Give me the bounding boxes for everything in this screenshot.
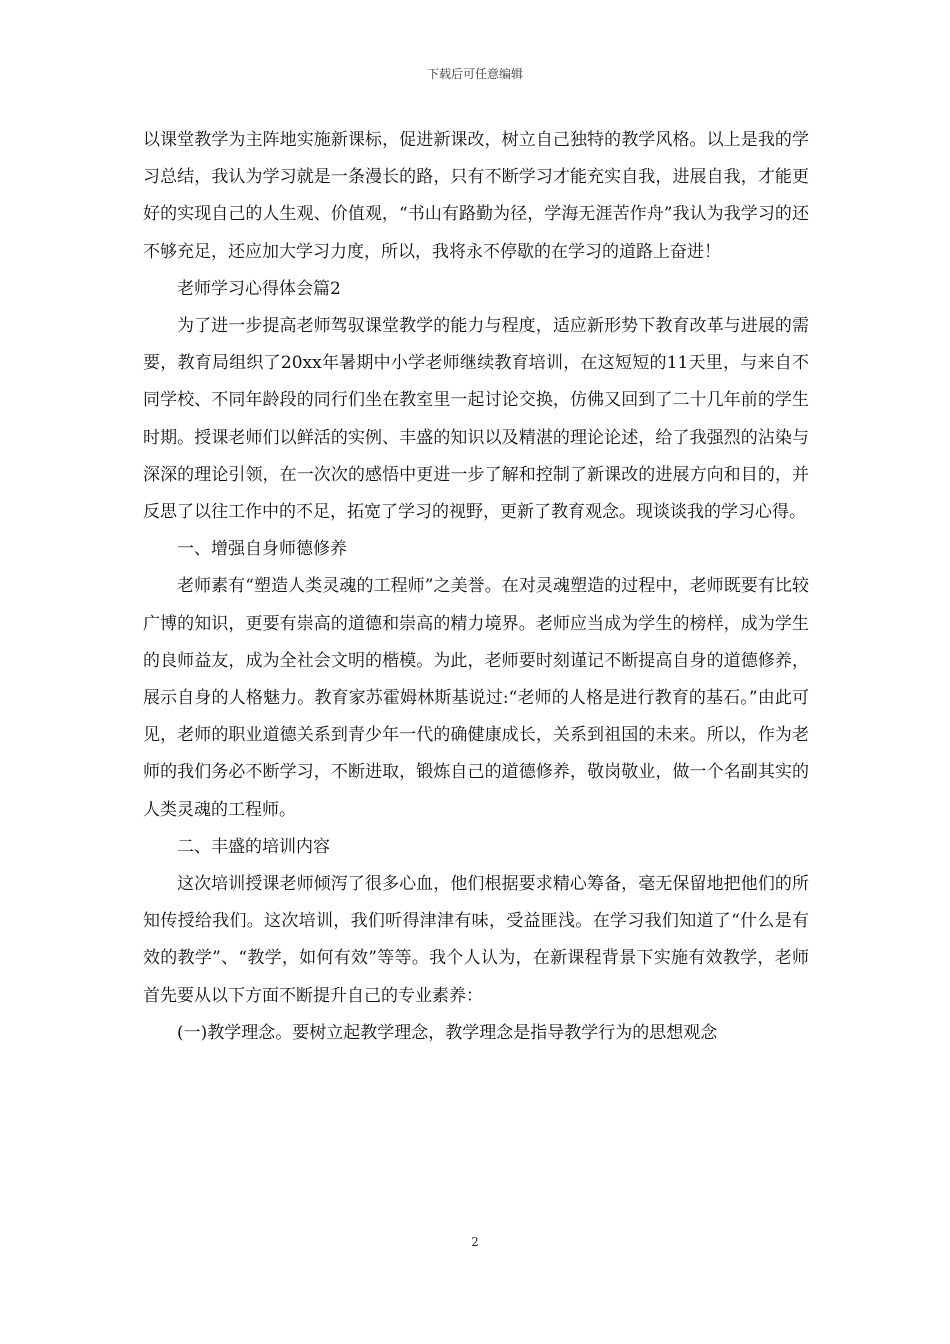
paragraph-4: 这次培训授课老师倾泻了很多心血，他们根据要求精心筹备，毫无保留地把他们的所知传授给我们。这次培训，我们听得津津有味，受益匪浅。在学习我们知道了“什么是有效的教学”、“教学，如何有效”等等。我个人认为，在新课程背景下实施有效教学，老师首先要从以下方面不断提升自己的专业素养： (143, 874, 809, 1006)
paragraph-5: (一)教学理念。要树立起教学理念，教学理念是指导教学行为的思想观念 (177, 1022, 718, 1043)
page-number: 2 (471, 1235, 479, 1249)
paragraph-1: 以课堂教学为主阵地实施新课标，促进新课改，树立自己独特的教学风格。以上是我的学习总结，我认为学习就是一条漫长的路，只有不断学习才能充实自我，进展自我，才能更好的实现自己的人生观、价值观，“书山有路勤为径，学海无涯苦作舟”我认为我学习的还不够充足，还应加大学习力度，所以，我将永不停歇的在学习的道路上奋进！ (143, 130, 809, 262)
paragraph-2: 为了进一步提高老师驾驭课堂教学的能力与程度，适应新形势下教育改革与进展的需要，教育局组织了20xx年暑期中小学老师继续教育培训，在这短短的11天里，与来自不同学校、不同年龄段的同行们坐在教室里一起讨论交换，仿佛又回到了二十几年前的学生时期。授课老师们以鲜活的实例、丰盛的知识以及精湛的理论论述，给了我强烈的沾染与深深的理论引领，在一次次的感悟中更进一步了解和控制了新课改的进展方向和目的，并反思了以往工作中的不足，拓宽了学习的视野，更新了教育观念。现谈谈我的学习心得。 (143, 316, 809, 523)
page-header: 下载后可任意编辑 (426, 67, 523, 81)
section-heading-1: 一、增强自身师德修养 (177, 539, 347, 560)
document-body (143, 122, 809, 1052)
section-heading-2: 二、丰盛的培训内容 (177, 836, 330, 857)
paragraph-3: 老师素有“塑造人类灵魂的工程师”之美誉。在对灵魂塑造的过程中，老师既要有比较广博的知识，更要有崇高的道德和崇高的精力境界。老师应当成为学生的榜样，成为学生的良师益友，成为全社会文明的楷模。为此，老师要时刻谨记不断提高自身的道德修养，展示自身的人格魅力。教育家苏霍姆林斯基说过:“老师的人格是进行教育的基石。”由此可见，老师的职业道德关系到青少年一代的确健康成长，关系到祖国的未来。所以，作为老师的我们务必不断学习，不断进取，锻炼自己的道德修养，敬岗敬业，做一个名副其实的人类灵魂的工程师。 (143, 576, 809, 820)
section-title-article-2: 老师学习心得体会篇2 (177, 278, 341, 299)
